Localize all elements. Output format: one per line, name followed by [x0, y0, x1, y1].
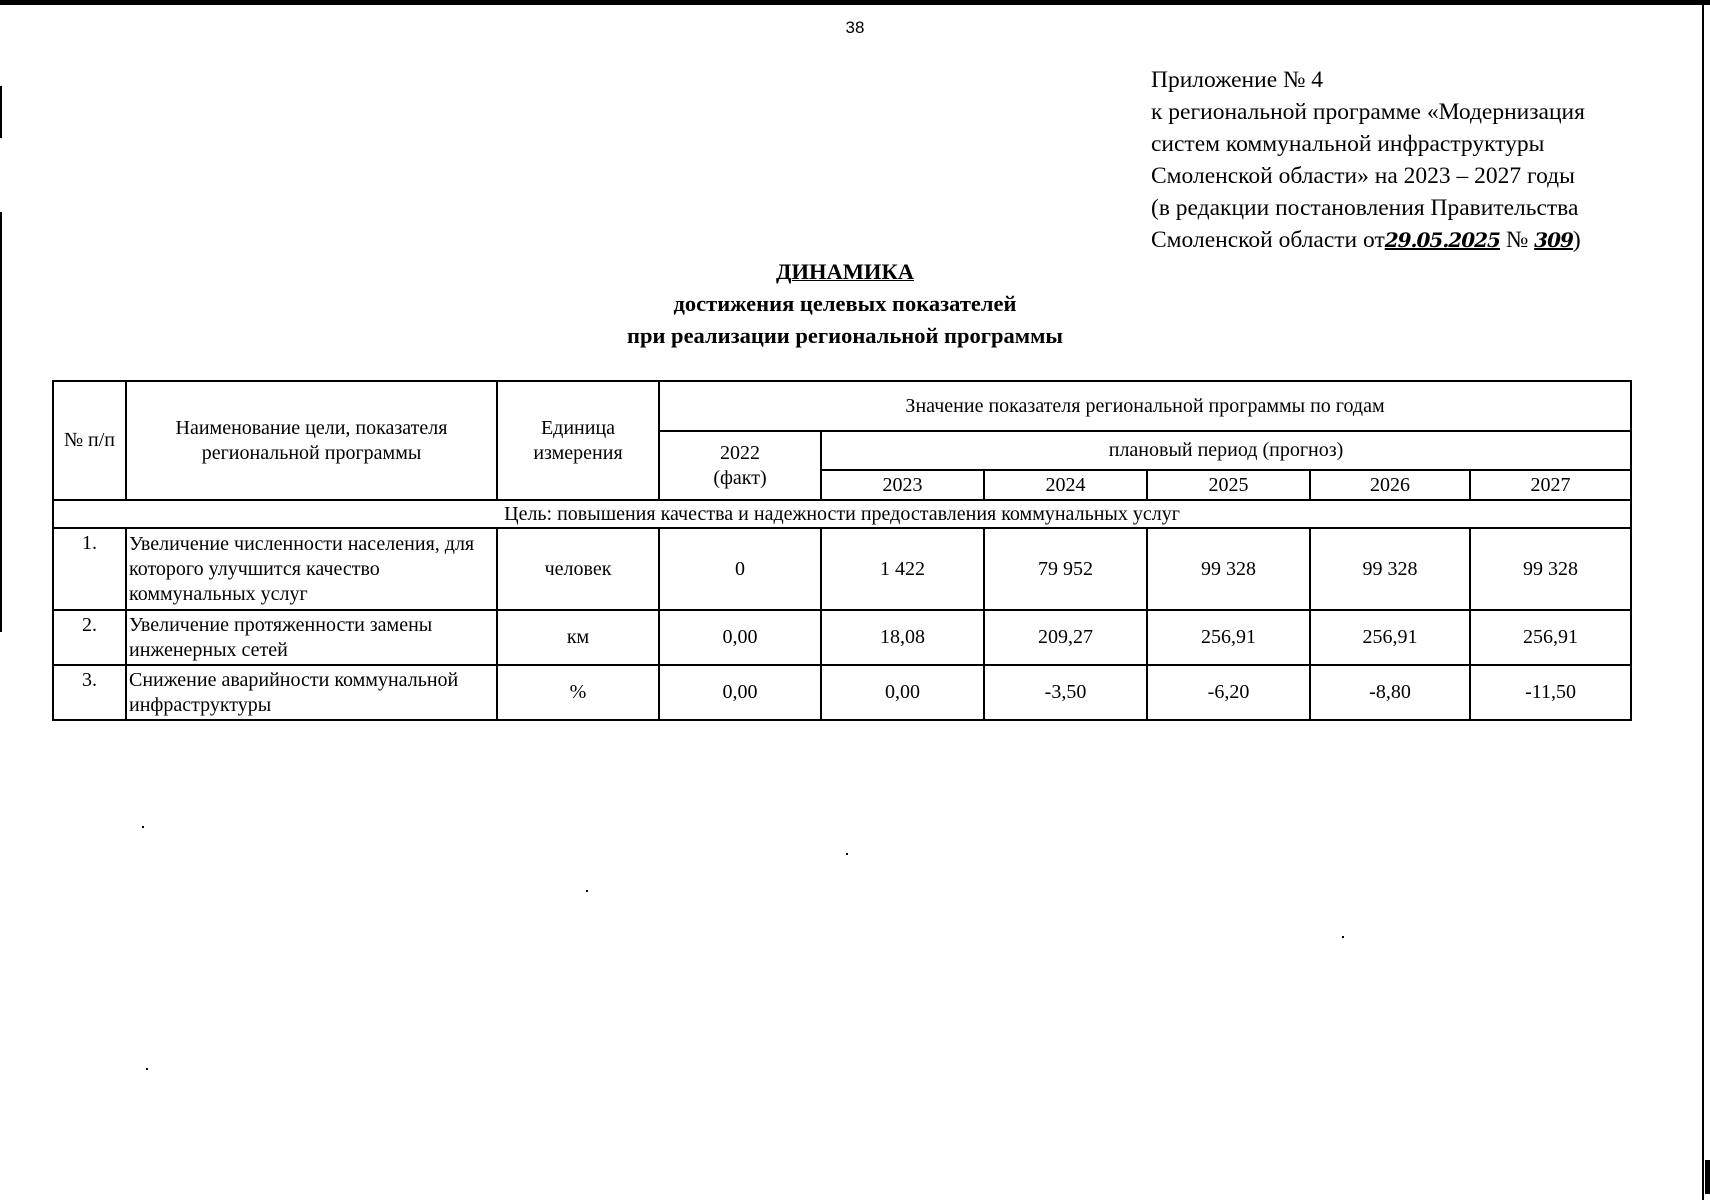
row-value: 1 422: [821, 528, 984, 610]
header-year: 2025: [1147, 470, 1310, 500]
header-year: 2024: [984, 470, 1147, 500]
goal-row: Цель: повышения качества и надежности предоставления коммунальных услуг: [53, 500, 1631, 528]
appendix-note: [1151, 64, 1585, 256]
row-value: 256,91: [1310, 610, 1470, 665]
row-num: 3.: [53, 665, 126, 720]
right-edge-mark: [1705, 1160, 1710, 1194]
scan-speck: [586, 890, 588, 892]
row-value: 0,00: [659, 610, 821, 665]
appendix-line: (в редакции постановления Правительства: [1151, 195, 1579, 221]
indicators-table: [52, 380, 1632, 721]
table-row: [53, 665, 1631, 720]
row-value: 209,27: [984, 610, 1147, 665]
row-value: -6,20: [1147, 665, 1310, 720]
header-year: 2023: [821, 470, 984, 500]
scan-speck: [146, 1068, 148, 1070]
scan-speck: [1342, 936, 1344, 938]
close-paren: ): [1572, 227, 1581, 253]
row-num: 2.: [53, 610, 126, 665]
row-value: 0,00: [659, 665, 821, 720]
appendix-line-prefix: Смоленской области от: [1151, 227, 1385, 253]
scan-speck: [142, 826, 144, 828]
scan-speck: [846, 853, 848, 855]
row-value: 99 328: [1470, 528, 1631, 610]
row-value: 79 952: [984, 528, 1147, 610]
header-year: 2027: [1470, 470, 1631, 500]
top-border: [0, 0, 1710, 5]
header-base-year: [659, 431, 821, 500]
row-name: Снижение аварийности коммунальной инфраструктуры: [126, 665, 497, 720]
row-name: Увеличение протяженности замены инженерных сетей: [126, 610, 497, 665]
row-value: -11,50: [1470, 665, 1631, 720]
base-year: 2022: [720, 441, 760, 464]
row-value: 256,91: [1147, 610, 1310, 665]
appendix-line-last: [1151, 224, 1585, 256]
row-name: Увеличение численности населения, для которого улучшится качество коммунальных услуг: [126, 528, 497, 610]
left-edge-mark: [0, 86, 2, 138]
row-num: 1.: [53, 528, 126, 610]
row-value: -8,80: [1310, 665, 1470, 720]
row-value: 0: [659, 528, 821, 610]
heading-title: ДИНАМИКА: [775, 259, 915, 284]
page-number: 38: [845, 18, 865, 37]
row-value: 0,00: [821, 665, 984, 720]
document-heading: [0, 256, 1690, 352]
base-year-note: (факт): [713, 466, 767, 489]
row-unit: %: [497, 665, 659, 720]
number-sign: №: [1505, 227, 1529, 253]
handwritten-date: 29.05.2025: [1384, 228, 1500, 252]
header-unit: Единица измерения: [497, 381, 659, 500]
handwritten-number: 309: [1534, 228, 1573, 252]
table-row: [53, 610, 1631, 665]
row-value: 18,08: [821, 610, 984, 665]
row-value: 256,91: [1470, 610, 1631, 665]
appendix-line: к региональной программе «Модернизация: [1151, 99, 1585, 125]
header-planned-period: плановый период (прогноз): [821, 431, 1631, 470]
header-num: № п/п: [53, 381, 126, 500]
header-name: Наименование цели, показателя региональной программы: [126, 381, 497, 500]
appendix-line: Смоленской области» на 2023 – 2027 годы: [1151, 163, 1575, 189]
table-row: [53, 528, 1631, 610]
row-unit: человек: [497, 528, 659, 610]
header-year: 2026: [1310, 470, 1470, 500]
row-value: -3,50: [984, 665, 1147, 720]
heading-subtitle: достижения целевых показателей: [673, 291, 1017, 316]
row-value: 99 328: [1147, 528, 1310, 610]
header-values-by-year: Значение показателя региональной программы по годам: [659, 381, 1631, 431]
right-border: [1702, 0, 1704, 1200]
row-value: 99 328: [1310, 528, 1470, 610]
appendix-line: Приложение № 4: [1151, 67, 1324, 93]
appendix-line: систем коммунальной инфраструктуры: [1151, 131, 1545, 157]
row-unit: км: [497, 610, 659, 665]
heading-subtitle: при реализации региональной программы: [626, 323, 1063, 348]
